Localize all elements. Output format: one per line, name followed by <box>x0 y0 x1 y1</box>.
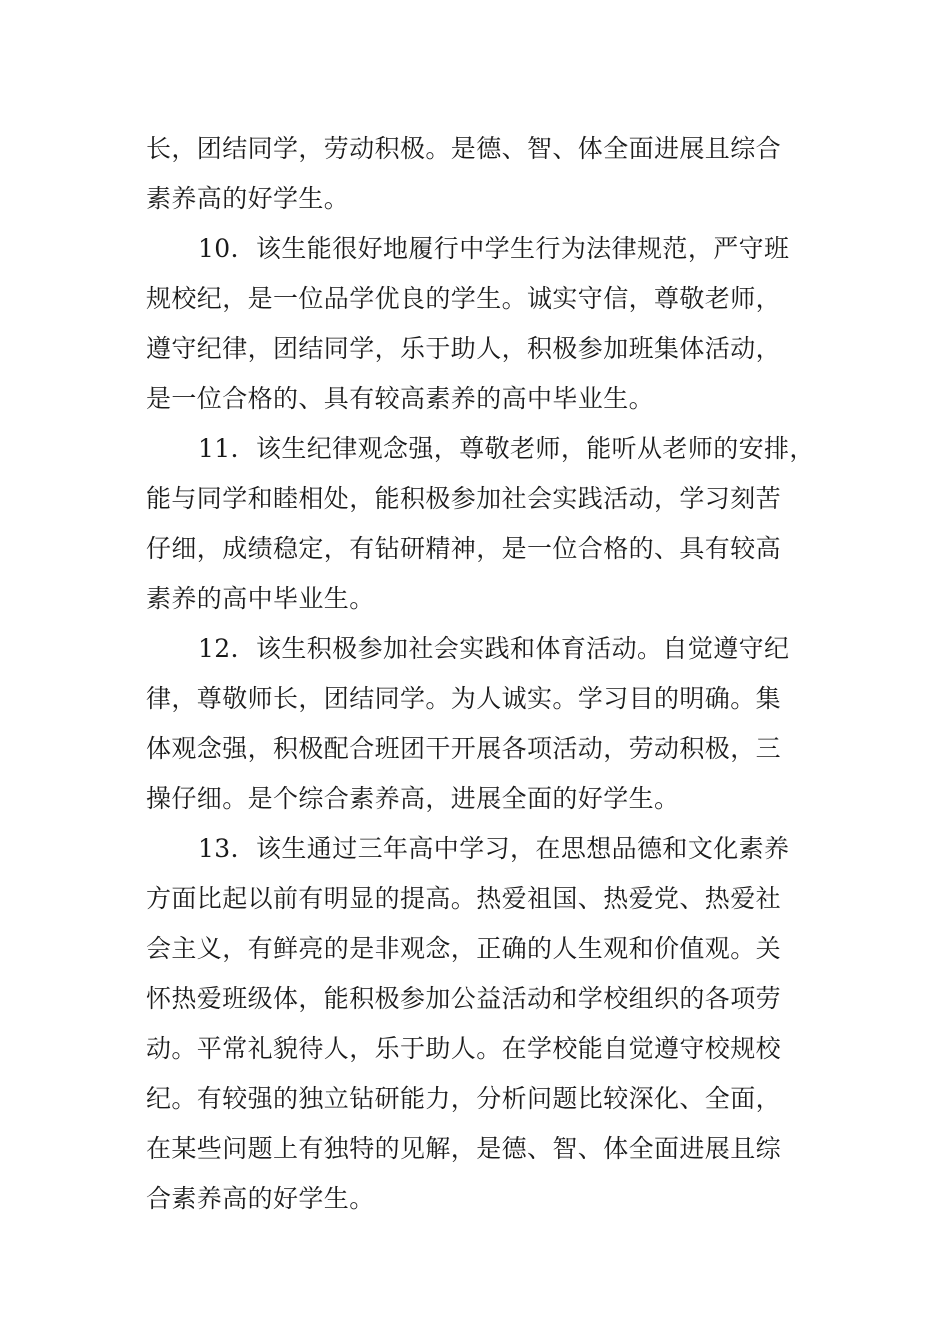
paragraph-item-11 <box>146 424 836 624</box>
text-line: 合素养高的好学生。 <box>146 1184 375 1213</box>
text-line: 是一位合格的、具有较高素养的高中毕业生。 <box>146 384 655 413</box>
text-line: 10．该生能很好地履行中学生行为法律规范，严守班 <box>198 234 790 263</box>
text-line: 方面比起以前有明显的提高。热爱祖国、热爱党、热爱社 <box>146 884 782 913</box>
text-line: 在某些问题上有独特的见解，是德、智、体全面进展且综 <box>146 1134 782 1163</box>
text-line: 怀热爱班级体，能积极参加公益活动和学校组织的各项劳 <box>146 984 782 1013</box>
text-line: 动。平常礼貌待人，乐于助人。在学校能自觉遵守校规校 <box>146 1034 782 1063</box>
text-line: 遵守纪律，团结同学，乐于助人，积极参加班集体活动， <box>146 334 782 363</box>
text-line: 11．该生纪律观念强，尊敬老师，能听从老师的安排， <box>198 434 815 463</box>
paragraph-item-12 <box>146 624 836 824</box>
paragraph-item-10 <box>146 224 836 424</box>
text-line: 体观念强，积极配合班团干开展各项活动，劳动积极，三 <box>146 734 782 763</box>
text-line: 仔细，成绩稳定，有钻研精神，是一位合格的、具有较高 <box>146 534 782 563</box>
paragraph-continuation <box>146 124 836 224</box>
text-line: 律，尊敬师长，团结同学。为人诚实。学习目的明确。集 <box>146 684 782 713</box>
text-line: 会主义，有鲜亮的是非观念，正确的人生观和价值观。关 <box>146 934 782 963</box>
text-line: 长，团结同学，劳动积极。是德、智、体全面进展且综合 <box>146 134 782 163</box>
text-line: 规校纪，是一位品学优良的学生。诚实守信，尊敬老师， <box>146 284 782 313</box>
text-line: 能与同学和睦相处，能积极参加社会实践活动，学习刻苦 <box>146 484 782 513</box>
text-line: 纪。有较强的独立钻研能力，分析问题比较深化、全面， <box>146 1084 782 1113</box>
document-body <box>146 124 836 1224</box>
text-line: 操仔细。是个综合素养高，进展全面的好学生。 <box>146 784 680 813</box>
text-line: 素养的高中毕业生。 <box>146 584 375 613</box>
text-line: 13．该生通过三年高中学习，在思想品德和文化素养 <box>198 834 790 863</box>
text-line: 12．该生积极参加社会实践和体育活动。自觉遵守纪 <box>198 634 790 663</box>
text-line: 素养高的好学生。 <box>146 184 350 213</box>
paragraph-item-13 <box>146 824 836 1224</box>
